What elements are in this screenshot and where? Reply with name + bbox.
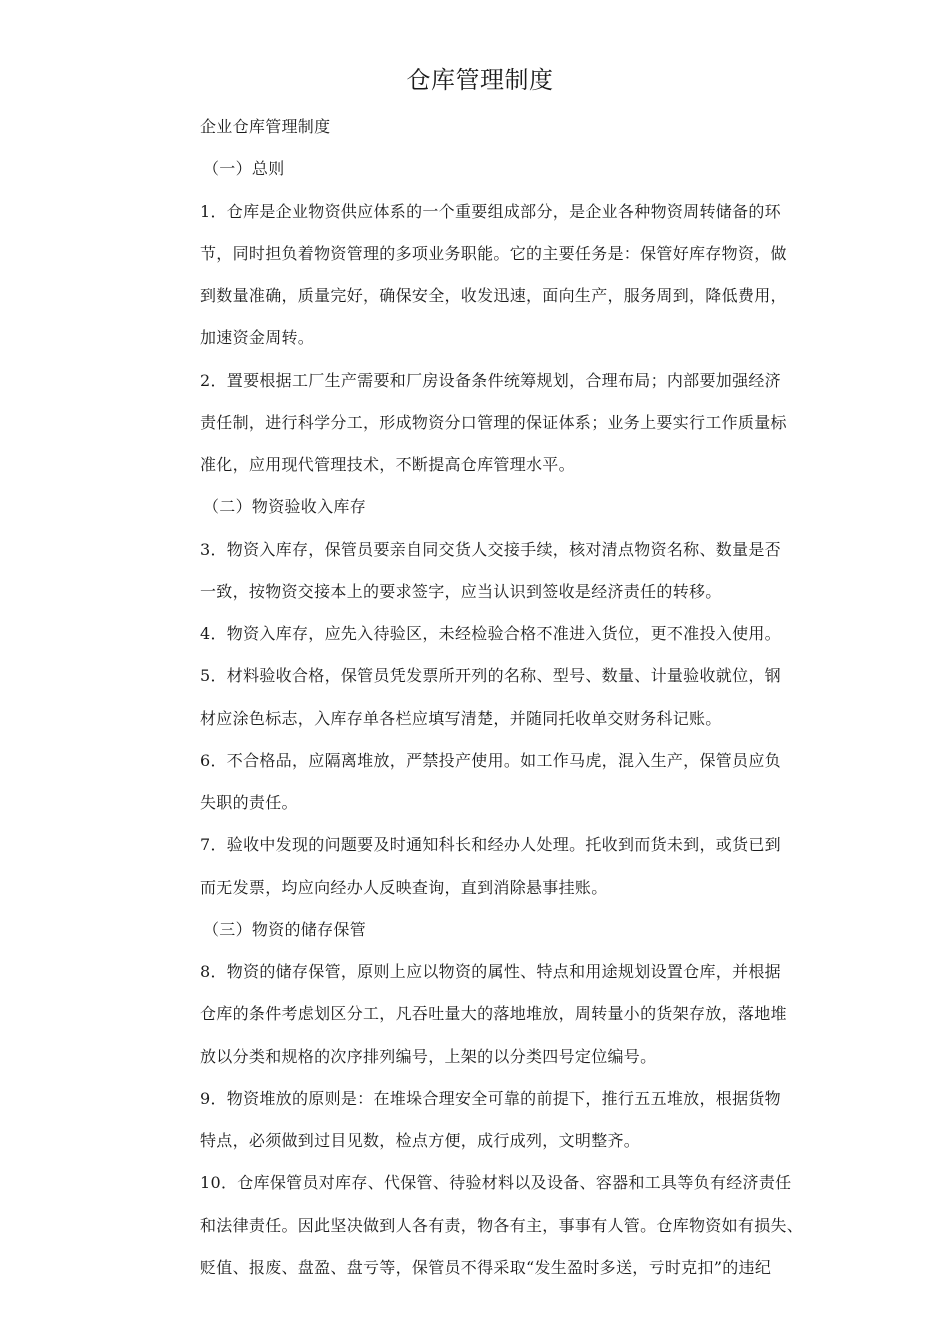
paragraph-line: 9．物资堆放的原则是：在堆垛合理安全可靠的前提下，推行五五堆放，根据货物 (200, 1088, 781, 1108)
paragraph-line: 准化，应用现代管理技术，不断提高仓库管理水平。 (200, 455, 575, 474)
section-heading-storage: （三）物资的储存保管 (203, 919, 367, 939)
paragraph-line: 8．物资的储存保管，原则上应以物资的属性、特点和用途规划设置仓库，并根据 (200, 962, 781, 981)
document-title: 仓库管理制度 (406, 66, 554, 94)
subtitle-line: 企业仓库管理制度 (200, 117, 331, 136)
document-body (200, 106, 830, 1289)
paragraph-line: 5．材料验收合格，保管员凭发票所开列的名称、型号、数量、计量验收就位，钢 (200, 666, 781, 686)
paragraph-line: 加速资金周转。 (200, 328, 315, 348)
paragraph-line: 2．置要根据工厂生产需要和厂房设备条件统筹规划，合理布局；内部要加强经济 (200, 370, 781, 390)
paragraph-line: 仓库的条件考虑划区分工，凡吞吐量大的落地堆放，周转量小的货架存放，落地堆 (200, 1004, 787, 1024)
paragraph-line: 贬值、报废、盘盈、盘亏等，保管员不得采取“发生盈时多送，亏时克扣”的违纪 (200, 1257, 772, 1277)
paragraph-line: 放以分类和规格的次序排列编号，上架的以分类四号定位编号。 (200, 1046, 657, 1066)
paragraph-line: 一致，按物资交接本上的要求签字，应当认识到签收是经济责任的转移。 (200, 581, 722, 601)
paragraph-line: 到数量准确，质量完好，确保安全，收发迅速，面向生产，服务周到，降低费用， (200, 286, 787, 305)
paragraph-line: 特点，必须做到过目见数，检点方便，成行成列，文明整齐。 (200, 1131, 641, 1150)
section-heading-receiving: （二）物资验收入库存 (203, 497, 367, 517)
paragraph-line: 责任制，进行科学分工，形成物资分口管理的保证体系；业务上要实行工作质量标 (200, 412, 787, 432)
section-heading-general: （一）总则 (203, 159, 285, 179)
paragraph-line: 1．仓库是企业物资供应体系的一个重要组成部分，是企业各种物资周转储备的环 (200, 201, 781, 221)
paragraph-line: 10．仓库保管员对库存、代保管、待验材料以及设备、容器和工具等负有经济责任 (200, 1173, 792, 1193)
paragraph-line: 材应涂色标志，入库存单各栏应填写清楚，并随同托收单交财务科记账。 (200, 708, 722, 728)
paragraph-line: 4．物资入库存，应先入待验区，未经检验合格不准进入货位，更不准投入使用。 (200, 624, 781, 643)
paragraph-line: 失职的责任。 (200, 793, 298, 812)
paragraph-line: 节，同时担负着物资管理的多项业务职能。它的主要任务是：保管好库存物资，做 (200, 243, 787, 263)
paragraph-line: 而无发票，均应向经办人反映查询，直到消除悬事挂账。 (200, 877, 608, 897)
paragraph-line: 3．物资入库存，保管员要亲自同交货人交接手续，核对清点物资名称、数量是否 (200, 539, 781, 559)
paragraph-line: 和法律责任。因此坚决做到人各有责，物各有主，事事有人管。仓库物资如有损失、 (200, 1215, 804, 1235)
paragraph-line: 6．不合格品，应隔离堆放，严禁投产使用。如工作马虎，混入生产，保管员应负 (200, 750, 781, 770)
paragraph-line: 7．验收中发现的问题要及时通知科长和经办人处理。托收到而货未到，或货已到 (200, 835, 781, 855)
